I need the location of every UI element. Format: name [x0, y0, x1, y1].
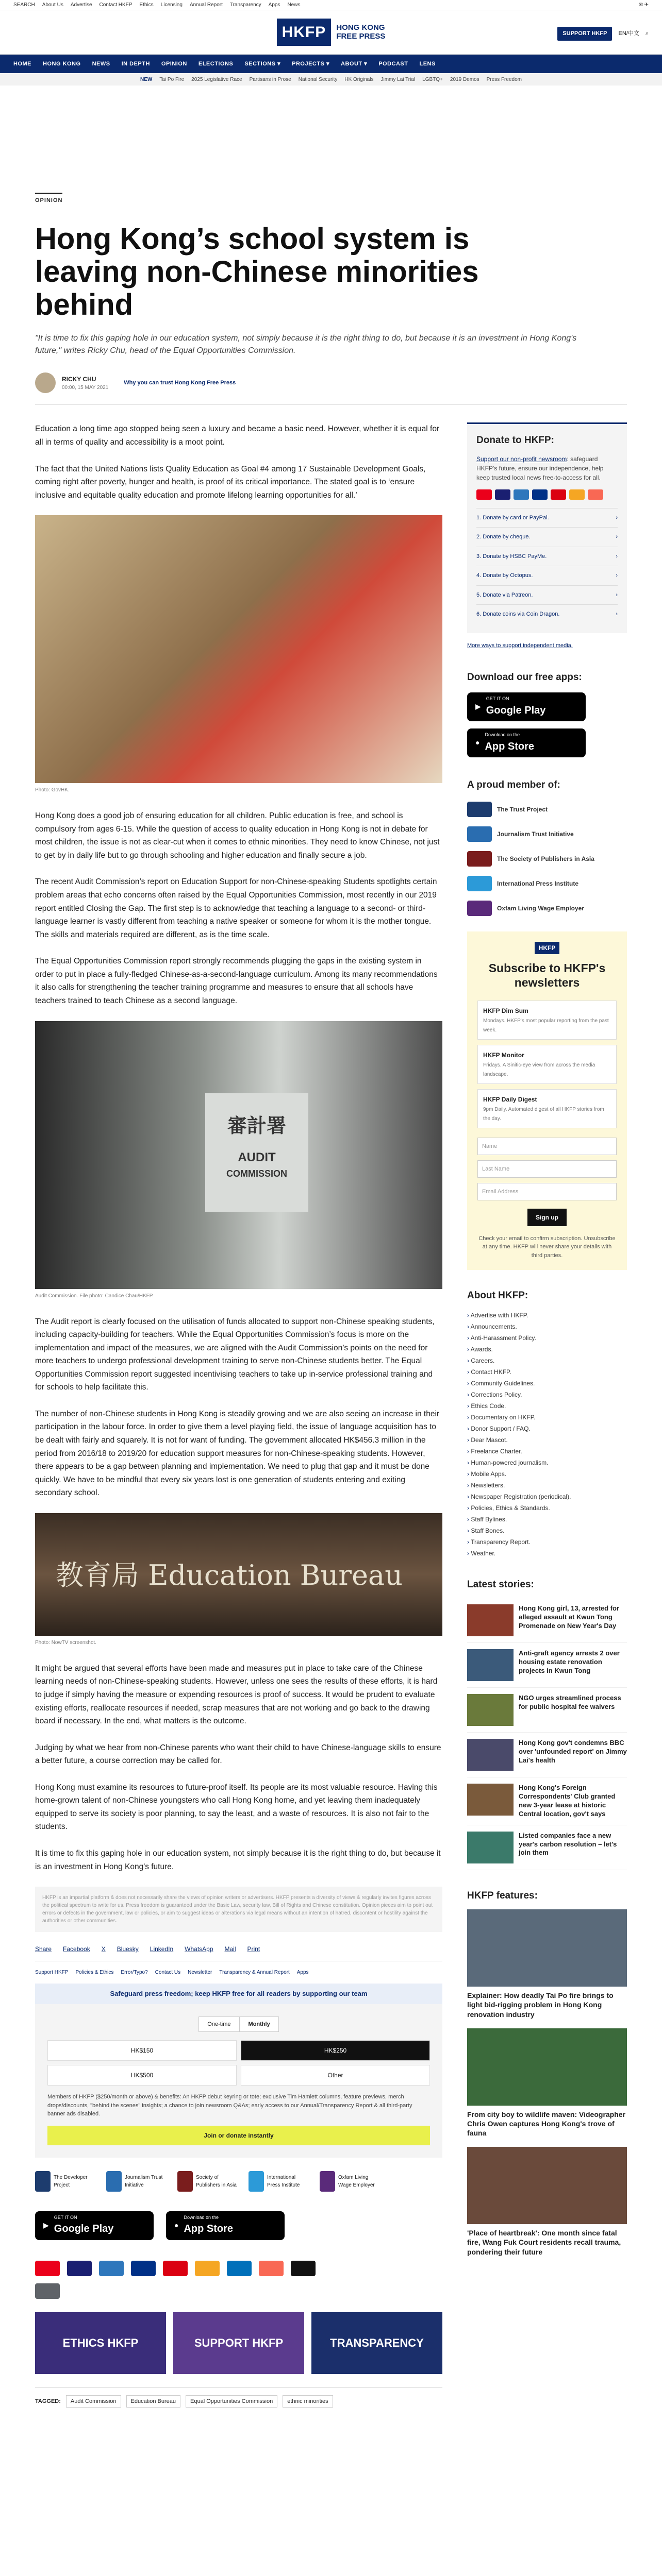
latest-story[interactable] — [467, 1825, 627, 1870]
donate-way[interactable] — [476, 585, 618, 605]
share-link[interactable]: Bluesky — [117, 1945, 139, 1953]
sign-audit: AUDIT — [238, 1150, 276, 1164]
octopus-icon — [569, 489, 585, 500]
logo-line2: FREE PRESS — [336, 31, 386, 41]
email-input[interactable]: Email Address — [477, 1183, 617, 1200]
signup-button[interactable]: Sign up — [527, 1209, 567, 1226]
arrow-icon: › — [616, 591, 618, 598]
about-link[interactable]: › Policies, Ethics & Standards. — [467, 1502, 627, 1514]
member-item[interactable] — [467, 851, 627, 867]
apps-title: Download our free apps: — [467, 672, 582, 683]
member-name: The Trust Project — [497, 806, 548, 814]
newsletter-tag: HKFP — [535, 942, 560, 954]
story-thumbnail — [467, 1739, 514, 1771]
nav-item[interactable]: PROJECTS ▾ — [292, 60, 329, 67]
story-thumbnail — [467, 1604, 514, 1636]
donation-plans — [35, 2004, 442, 2158]
apple-icon: ● — [174, 2221, 179, 2230]
footer-link[interactable]: Support HKFP — [35, 1970, 69, 1976]
member-name: Oxfam Living Wage Employer — [338, 2174, 375, 2188]
article-tags — [35, 2387, 442, 2408]
trending-item[interactable]: LGBTQ+ — [422, 76, 443, 82]
sign-chinese: 審計署 — [227, 1115, 286, 1137]
paypal-icon — [532, 489, 548, 500]
nav-item[interactable]: ABOUT ▾ — [341, 60, 368, 67]
member-title: A proud member of: — [467, 779, 560, 790]
apps-link[interactable]: Apps — [268, 2, 280, 8]
payme-icon[interactable] — [163, 2261, 188, 2276]
about-link[interactable]: › Newspaper Registration (periodical). — [467, 1491, 627, 1502]
footer-member-logo[interactable] — [177, 2171, 237, 2192]
main-nav — [0, 55, 662, 73]
advertise-link[interactable]: Advertise — [70, 2, 92, 8]
octopus-icon[interactable] — [195, 2261, 220, 2276]
amex-icon[interactable] — [99, 2261, 124, 2276]
about-link[interactable]: › Dear Mascot. — [467, 1434, 627, 1446]
patreon-icon[interactable] — [259, 2261, 284, 2276]
donate-way[interactable] — [476, 566, 618, 585]
visa-icon — [495, 489, 510, 500]
nav-item[interactable]: HOME — [13, 60, 31, 67]
story-title: NGO urges streamlined process for public hospital fee waivers — [519, 1694, 621, 1710]
about-link[interactable]: › Human-powered journalism. — [467, 1457, 627, 1468]
nav-item[interactable]: PODCAST — [378, 60, 408, 67]
newsletter-monitor-option[interactable]: HKFP Monitor Fridays. A Sinitic-eye view from across the media landscape. — [477, 1045, 617, 1084]
member-logo-icon — [35, 2171, 51, 2192]
tab-monthly[interactable]: Monthly — [240, 2016, 279, 2032]
member-item[interactable] — [467, 826, 627, 842]
newsletter-digest-option[interactable]: HKFP Daily Digest 9pm Daily. Automated digest of all HKFP stories from the day. — [477, 1089, 617, 1128]
tag-link[interactable]: Education Bureau — [126, 2395, 180, 2408]
sign-commission: COMMISSION — [226, 1168, 287, 1179]
trending-item[interactable]: Tai Po Fire — [159, 76, 185, 82]
patreon-icon — [588, 489, 603, 500]
arrow-icon: › — [616, 553, 618, 560]
trust-link[interactable]: Why you can trust Hong Kong Free Press — [124, 380, 236, 386]
about-link[interactable]: › Awards. — [467, 1344, 627, 1355]
promo-banner[interactable]: ETHICS HKFP — [35, 2312, 166, 2374]
member-logo-icon — [467, 826, 492, 842]
share-link[interactable]: Share — [35, 1945, 52, 1953]
share-link[interactable]: Facebook — [63, 1945, 90, 1953]
story-title: Hong Kong girl, 13, arrested for alleged assault at Kwun Tong Promenade on New Year's Day — [519, 1604, 620, 1630]
footer-link[interactable]: Transparency & Annual Report — [219, 1970, 290, 1976]
google-pay-icon[interactable] — [35, 2283, 60, 2299]
footer-member-logo[interactable] — [249, 2171, 308, 2192]
about-link[interactable]: › Anti-Harassment Policy. — [467, 1332, 627, 1344]
logo-box: HKFP — [277, 19, 332, 46]
latest-title: Latest stories: — [467, 1579, 534, 1590]
member-logo-icon — [467, 802, 492, 817]
app-store-button[interactable]: ● Download on the App Store — [166, 2211, 285, 2240]
paragraph: The number of non-Chinese students in Hong Kong is steadily growing and we are also seeing an increase in their participation in the labour force. In order to give them a level playing field, the issue of language acquisition has to be dealt with fairly and squarely. It is not for want of funding. The government allocated HK$456.3 million in the period from 2016/18 to 2019/20 for education support measures for non-Chinese-speaking students. However, there appears to be a gap between planning and implementation. We need to plug that gap and it must be done quickly. We have to be mindful that every six years lost is one generation of students entering and exiting secondary school. — [35, 1409, 440, 1498]
member-name: Journalism Trust Initiative — [125, 2174, 163, 2188]
arrow-icon: › — [616, 514, 618, 521]
membership-description: Members of HKFP ($250/month or above) & benefits: An HKFP debut keyring or tote; exclusive Tim Hamlett columns, feature previews, merch drops/discounts, "behind the scenes" insights; a chance to join newsroom Q&As; early access to our Annual/Transparency Report & all third-party banner ads disabled. — [47, 2094, 412, 2117]
story-thumbnail — [467, 1784, 514, 1816]
trending-item[interactable]: 2025 Legislative Race — [191, 76, 242, 82]
donate-way[interactable] — [476, 527, 618, 547]
author-avatar — [35, 372, 56, 393]
footer-link[interactable]: Contact Us — [155, 1970, 181, 1976]
arrow-icon: › — [616, 611, 618, 618]
donate-way[interactable] — [476, 604, 618, 624]
about-link[interactable]: › Careers. — [467, 1355, 627, 1366]
tag-link[interactable]: Equal Opportunities Commission — [186, 2395, 277, 2408]
arrow-icon: › — [616, 534, 618, 540]
about-link[interactable]: › Corrections Policy. — [467, 1389, 627, 1400]
about-link[interactable]: › Community Guidelines. — [467, 1378, 627, 1389]
amount-150[interactable]: HK$150 — [47, 2040, 237, 2061]
donate-way-label: 4. Donate by Octopus. — [476, 572, 533, 579]
support-hkfp-button[interactable]: SUPPORT HKFP — [557, 27, 612, 41]
about-links — [467, 1310, 627, 1559]
feature-title: 'Place of heartbreak': One month since fatal fire, Wang Fuk Court residents recall trauma, pondering their future — [467, 2229, 621, 2256]
paragraph: It is time to fix this gaping hole in our education system, not simply because it is the right thing to do, but because it is an investment in Hong Kong's future. — [35, 1849, 441, 1871]
promo-banners — [35, 2312, 442, 2374]
paragraph: Judging by what we hear from non-Chinese parents who want their child to have Chinese-language skills to ensure a better future, a course correction may be called for. — [35, 1743, 441, 1766]
mastercard-icon[interactable] — [35, 2261, 60, 2276]
publish-date: 00:00, 15 MAY 2021 — [62, 384, 109, 391]
latest-story[interactable] — [467, 1598, 627, 1643]
trending-item[interactable]: 2019 Demos — [450, 76, 479, 82]
latest-story[interactable] — [467, 1688, 627, 1733]
article-title: Hong Kong’s school system is leaving non-Chinese minorities behind — [35, 222, 479, 321]
about-link[interactable]: › Documentary on HKFP. — [467, 1412, 627, 1423]
mastercard-icon — [476, 489, 492, 500]
newsletter-dimsum-option[interactable]: HKFP Dim Sum Mondays. HKFP's most popular reporting from the past week. — [477, 1001, 617, 1040]
member-item[interactable] — [467, 802, 627, 817]
bureau-sign: 教育局 Education Bureau — [56, 1558, 403, 1591]
google-play-button[interactable]: ▶ GET IT ON Google Play — [35, 2211, 154, 2240]
amount-250[interactable]: HK$250 — [241, 2040, 430, 2061]
sidebar-app-store[interactable]: ● Download on the App Store — [467, 728, 586, 757]
member-logo-icon — [320, 2171, 335, 2192]
audit-commission-photo — [35, 1021, 442, 1289]
donate-box: Donate to HKFP: Support our non-profit newsroom: safeguard HKFP's future, ensure our independence, help keep trusted local news free-to-access for all. 1. Donate by card or PayPal. › 2. Donate by cheque. › 3. Donate by HSBC PayMe. › 4. Donate by Octopus. › 5. Donate via Patreon. › 6. Donate coins via Coin Dragon. › — [467, 422, 627, 633]
tag-link[interactable]: ethnic minorities — [283, 2395, 333, 2408]
name-input[interactable]: Name — [477, 1138, 617, 1155]
newsletter-note: Check your email to confirm subscription. Unsubscribe at any time. HKFP will never share your details with third parties. — [478, 1235, 616, 1259]
donate-way-label: 5. Donate via Patreon. — [476, 591, 533, 598]
about-link[interactable]: › Staff Bones. — [467, 1525, 627, 1536]
member-name: International Press Institute — [497, 880, 579, 888]
newsletter-box — [467, 931, 627, 1270]
students-photo — [35, 515, 442, 783]
footer-link[interactable]: Policies & Ethics — [75, 1970, 114, 1976]
donate-intro-link[interactable]: Support our non-profit newsroom — [476, 455, 567, 463]
utility-bar — [0, 0, 662, 10]
paragraph: The Equal Opportunities Commission report strongly recommends plugging the gaps in the existing system in order to put in place a fully-fledged Chinese-as-a-second-language curriculum. Among its many recommendations it also calls for strengthening the teacher training programme and measures to ensure that all schools have teachers trained to teach Chinese as a second language. — [35, 957, 438, 1005]
nav-item[interactable]: NEWS — [92, 60, 110, 67]
sidebar-google-play[interactable]: ▶ GET IT ON Google Play — [467, 692, 586, 721]
trending-item[interactable]: Press Freedom — [486, 76, 522, 82]
newsletter-title: Subscribe to HKFP's newsletters — [488, 961, 606, 989]
amex-icon — [514, 489, 529, 500]
footer-member-logo[interactable] — [320, 2171, 379, 2192]
amount-500[interactable]: HK$500 — [47, 2065, 237, 2086]
about-link[interactable]: › Announcements. — [467, 1321, 627, 1332]
member-name: Society of Publishers in Asia — [196, 2174, 237, 2188]
article-lede: "It is time to fix this gaping hole in our education system, not simply because it is the right thing to do, but because it is an investment in Hong Kong's future," writes Ricky Chu, head of the Equal Opportunities Commission. — [35, 334, 577, 355]
payment-icons — [476, 489, 618, 500]
about-link[interactable]: › Freelance Charter. — [467, 1446, 627, 1457]
amount-other[interactable]: Other — [241, 2065, 430, 2086]
photo-caption: Photo: GovHK. — [35, 787, 70, 793]
member-logo-icon — [106, 2171, 122, 2192]
footer-link[interactable]: Error/Typo? — [121, 1970, 148, 1976]
paragraph: The recent Audit Commission’s report on Education Support for non-Chinese-speaking Students spotlights certain problem areas that echo concerns often raised by the Equal Opportunities Commission, most recently in our 2019 report entitled Closing the Gap. The first step is to acknowledge that teaching a language to a second- or third-language learner is vastly different from teaching a native speaker or someone for whom it is the mother tongue. The skills and materials required are different, as is the time scale. — [35, 877, 437, 939]
nav-item[interactable]: SECTIONS ▾ — [244, 60, 281, 67]
about-link[interactable]: About Us — [42, 2, 63, 8]
share-link[interactable]: Print — [247, 1945, 260, 1953]
article-footer-links — [35, 1969, 442, 1976]
donate-title: Donate to HKFP: — [476, 435, 554, 446]
tab-one-time[interactable]: One-time — [198, 2016, 239, 2032]
footer-member-logo[interactable] — [106, 2171, 166, 2192]
share-link[interactable]: WhatsApp — [185, 1945, 213, 1953]
ethics-link[interactable]: Ethics — [139, 2, 154, 8]
share-link[interactable]: LinkedIn — [150, 1945, 174, 1953]
story-title: Anti-graft agency arrests 2 over housing estate renovation projects in Kwun Tong — [519, 1649, 620, 1674]
feature-story[interactable] — [467, 2028, 627, 2138]
disclaimer: HKFP is an impartial platform & does not necessarily share the views of opinion writers or advertisers. HKFP presents a diversity of views & regularly invites figures across the political spectrum to write for us. Press freedom is guaranteed under the Basic Law, security law, Bill of Rights and Chinese constitution. Opinion pieces aim to point out errors or defects in the government, law or policies, or aim to suggest ideas or alterations via legal means without an intention of hatred, discontent or hostility against the authorities or other communities. — [35, 1887, 442, 1932]
more-ways-link[interactable]: More ways to support independent media. — [467, 642, 573, 649]
page-body — [0, 86, 662, 2408]
nav-item[interactable]: IN DEPTH — [121, 60, 150, 67]
footer-link[interactable]: Newsletter — [188, 1970, 212, 1976]
features-title: HKFP features: — [467, 1890, 538, 1901]
share-link[interactable]: X — [101, 1945, 106, 1953]
feature-image — [467, 2147, 627, 2224]
paragraph: Hong Kong must examine its resources to future-proof itself. Its people are its most valuable resource. Having this home-grown talent of non-Chinese youngsters who call Hong Kong home, and yet leaving them inadequately equipped to serve its society is poor planning, to say the least, and a waste of resources. It is also not fair to the students. — [35, 1783, 438, 1832]
annual-report-link[interactable]: Annual Report — [189, 2, 223, 8]
paragraph: The Audit report is clearly focused on the utilisation of funds allocated to support non-Chinese speaking students, including capacity-building for teachers. While the Equal Opportunities Commission’s focus is more on the implementation and impact of the measures, we are aligned with the Audit Commission’s points on the need for more teachers to undergo professional development training to serve non-Chinese students better. The Equal Opportunities Commission report suggested incentivising teachers to take up in-service professional training and for schools to help facilitate this. — [35, 1317, 435, 1392]
member-name: Oxfam Living Wage Employer — [497, 905, 584, 912]
feature-story[interactable] — [467, 2147, 627, 2257]
about-link[interactable]: › Contact HKFP. — [467, 1366, 627, 1378]
about-link[interactable]: › Weather. — [467, 1548, 627, 1559]
story-thumbnail — [467, 1694, 514, 1726]
paypal-icon[interactable] — [131, 2261, 156, 2276]
about-link[interactable]: › Mobile Apps. — [467, 1468, 627, 1480]
footer-member-logo[interactable] — [35, 2171, 95, 2192]
play-icon: ▶ — [43, 2221, 49, 2230]
tag-link[interactable]: Audit Commission — [66, 2395, 121, 2408]
latest-story[interactable] — [467, 1733, 627, 1777]
member-item[interactable] — [467, 876, 627, 891]
story-title: Hong Kong's Foreign Correspondents' Club granted new 3-year lease at historic Central location, gov't says — [519, 1784, 616, 1818]
education-bureau-photo — [35, 1513, 442, 1636]
member-logo-icon — [467, 851, 492, 867]
trending-label: NEW — [140, 76, 153, 82]
promo-banner[interactable]: TRANSPARENCY — [311, 2312, 442, 2374]
story-title: Listed companies face a new year's carbon resolution – let's join them — [519, 1831, 617, 1857]
support-banner[interactable]: Safeguard press freedom; keep HKFP free for all readers by supporting our team — [35, 1984, 442, 2004]
join-button[interactable]: Join or donate instantly — [47, 2126, 430, 2145]
story-title: Hong Kong gov't condemns BBC over 'unfounded report' on Jimmy Lai's health — [519, 1739, 627, 1764]
article-body — [35, 422, 442, 2408]
nav-item[interactable]: HONG KONG — [43, 60, 81, 67]
donate-way-label: 6. Donate coins via Coin Dragon. — [476, 611, 560, 618]
hkfp-logo[interactable] — [277, 19, 386, 46]
member-logo-icon — [177, 2171, 193, 2192]
trending-item[interactable]: Jimmy Lai Trial — [380, 76, 416, 82]
apple-pay-icon[interactable] — [291, 2261, 316, 2276]
donate-way-label: 3. Donate by HSBC PayMe. — [476, 553, 547, 560]
contact-link[interactable]: Contact HKFP — [99, 2, 133, 8]
news-link[interactable]: News — [287, 2, 301, 8]
paragraph: Hong Kong does a good job of ensuring education for all children. Public education is free, and school is compulsory from ages 6-15. While the question of access to quality education in Hong Kong is not in debate for most children, the issue is not as clear-cut when it comes to ethnic minorities. They need to know Chinese, not just to get by in daily life but to go through schooling and higher education and finally secure a job. — [35, 811, 440, 860]
play-icon: ▶ — [475, 702, 481, 711]
member-name: The Society of Publishers in Asia — [497, 855, 594, 863]
author-name[interactable]: RICKY CHU — [62, 375, 96, 383]
about-title: About HKFP: — [467, 1290, 528, 1301]
feature-story[interactable] — [467, 1909, 627, 2019]
category-label[interactable]: OPINION — [35, 193, 62, 205]
donate-way-label: 2. Donate by cheque. — [476, 534, 531, 540]
footer-members — [35, 2171, 442, 2192]
about-link[interactable]: › Staff Bylines. — [467, 1514, 627, 1525]
search-link[interactable]: SEARCH — [13, 2, 35, 8]
language-switch[interactable]: EN/中文 — [618, 30, 639, 37]
promo-banner[interactable]: SUPPORT HKFP — [173, 2312, 304, 2374]
trending-item[interactable]: National Security — [298, 76, 338, 82]
nav-item[interactable]: LENS — [419, 60, 436, 67]
fps-icon[interactable] — [227, 2261, 252, 2276]
donate-way[interactable] — [476, 508, 618, 528]
apple-icon: ● — [475, 738, 480, 747]
search-icon[interactable]: ⌕ — [645, 30, 649, 37]
about-link[interactable]: › Newsletters. — [467, 1480, 627, 1491]
visa-icon[interactable] — [67, 2261, 92, 2276]
logo-line1: HONG KONG — [336, 23, 385, 32]
feature-image — [467, 1909, 627, 1987]
payme-icon — [551, 489, 566, 500]
about-link[interactable]: › Ethics Code. — [467, 1400, 627, 1412]
sidebar — [467, 422, 627, 2408]
member-item[interactable] — [467, 901, 627, 916]
social-icons[interactable]: ✉ ✈ — [638, 2, 649, 8]
arrow-icon: › — [616, 572, 618, 579]
trending-bar — [0, 73, 662, 86]
tags-label: TAGGED: — [35, 2398, 61, 2404]
member-logo-icon — [467, 876, 492, 891]
paragraph: The fact that the United Nations lists Quality Education as Goal #4 among 17 Sustainable Development Goals, coming right after poverty, hunger and health, is proof of its critical importance. The stated goal is to ‘ensure inclusive and equitable quality education and promote lifelong learning opportunities for all.’ — [35, 464, 426, 500]
feature-image — [467, 2028, 627, 2106]
trending-item[interactable]: HK Originals — [344, 76, 374, 82]
feature-title: Explainer: How deadly Tai Po fire brings to light bid-rigging problem in Hong Kong renovation industry — [467, 1991, 614, 2019]
about-link[interactable]: › Donor Support / FAQ. — [467, 1423, 627, 1434]
transparency-link[interactable]: Transparency — [229, 2, 261, 8]
paragraph: Education a long time ago stopped being seen a luxury and became a basic need. However, whether it is equal for all in terms of quality and accessibility is a moot point. — [35, 425, 440, 447]
member-logo-icon — [249, 2171, 264, 2192]
donate-way-label: 1. Donate by card or PayPal. — [476, 514, 549, 521]
story-thumbnail — [467, 1832, 514, 1863]
payment-methods — [35, 2261, 324, 2299]
latest-story[interactable] — [467, 1777, 627, 1825]
nav-item[interactable]: OPINION — [161, 60, 187, 67]
trending-item[interactable]: Partisans in Prose — [249, 76, 291, 82]
story-thumbnail — [467, 1649, 514, 1681]
photo-caption: Audit Commission. File photo: Candice Chau/HKFP. — [35, 1293, 154, 1299]
byline — [35, 372, 627, 405]
nav-item[interactable]: ELECTIONS — [198, 60, 234, 67]
member-name: International Press Institute — [267, 2174, 300, 2188]
share-bar — [35, 1944, 442, 1961]
member-name: The Developer Project — [54, 2174, 88, 2188]
donate-way[interactable] — [476, 547, 618, 566]
last-name-input[interactable]: Last Name — [477, 1160, 617, 1178]
footer-link[interactable]: Apps — [296, 1970, 309, 1976]
feature-title: From city boy to wildlife maven: Videographer Chris Owen captures Hong Kong's trove of fauna — [467, 2110, 626, 2138]
about-link[interactable]: › Advertise with HKFP. — [467, 1310, 627, 1321]
share-link[interactable]: Mail — [224, 1945, 236, 1953]
photo-caption: Photo: NowTV screenshot. — [35, 1639, 96, 1646]
masthead — [0, 10, 662, 55]
member-name: Journalism Trust Initiative — [497, 831, 574, 838]
member-logo-icon — [467, 901, 492, 916]
paragraph: It might be argued that several efforts have been made and measures put in place to take care of the Chinese learning needs of non-Chinese-speaking students. However, unless one sees the results of these efforts, it is hard to judge if simply having the measure or expending resources is proof of success. It would be prudent to evaluate existing efforts, reallocate resources if needed, scrap measures that are not working and go back to the drawing board if necessary. In the end, what matters is the outcome. — [35, 1664, 438, 1726]
latest-story[interactable] — [467, 1643, 627, 1688]
licensing-link[interactable]: Licensing — [160, 2, 183, 8]
about-link[interactable]: › Transparency Report. — [467, 1536, 627, 1548]
